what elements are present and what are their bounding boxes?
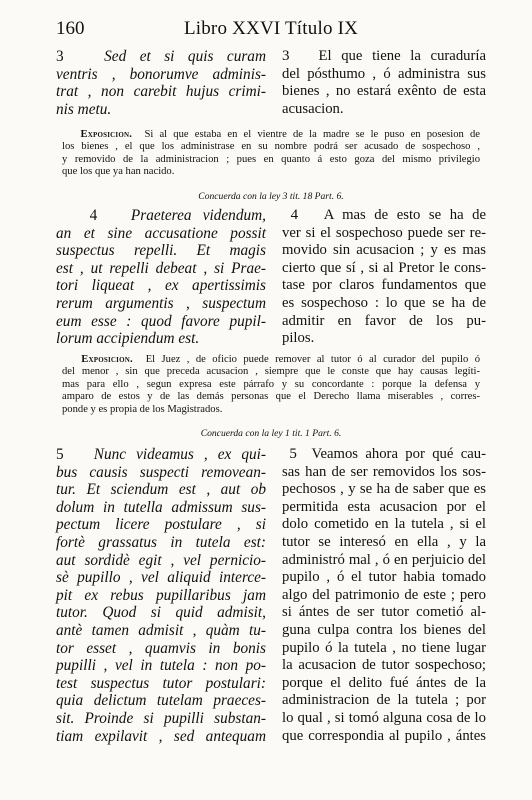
latin-text-4: 4 Praeterea videndum, an et sine accusatione possit suspectus repelli. Et magis est , ut repelli debeat , si Prae- tori liqueat , ex apertissimis rerum argumentis , suspectum eum esse : quod favore pupil- lorum accipiendum est.: [56, 207, 267, 348]
spanish-number-4: 4: [290, 207, 299, 223]
latin-text-5: 5 Nunc videamus , ex qui- bus causis suspecti removean- tur. Et sciendum est , aut ob dolum in tutella admissum sus- pectum licere postulare , si fortè grassatus in tutela est: aut sordidè egit , vel pernicio- sè pupillo , vel aliquid interce- pit ex rebus pupillaribus jam tutor. Quod si quid admisit, antè tamen admisit , quàm tu- tor esset , quamvis in bonis pupilli , vel in tutela : non po- test suspectus tutor postulari: quia delictum tutelam praeces- sit. Proinde si pupilli substan- tiam expilavit , sed antequam: [56, 446, 267, 745]
spanish-text-4: 4 A mas de esto se ha de ver si el sospechoso puede ser re- movido sin acusacion ; y es mas cierto que sí , si al Pretor le cons- tase por claros fundamentos que es sospechoso : lo que se ha de admitir en favor de los pu- pilos.: [282, 207, 487, 347]
section-5: [56, 446, 486, 750]
spanish-text-3: 3 El que tiene la curaduría del pósthumo , ó administra sus bienes , no estará exênto de esta acusacion.: [282, 48, 487, 117]
latin-text-3: 3 Sed et si quis curam ventris , bonorumve adminis- trat , non carebit hujus crimi- nis metu.: [56, 48, 266, 118]
exposition-2: Exposicion. El Juez , de oficio puede remover al tutor ó al curador del pupilo ó del menor , sin que preceda acusacion , siempre que le conste que hay causas legíti- mas para ello , segun expresa este párrafo y su concordante : porque la defensa y amparo de estos y de las demás personas que el Derecho llama miserables , corres- ponde y es propia de los Magistrados.: [62, 354, 481, 415]
latin-number-4: 4: [89, 207, 98, 224]
spanish-text-5: 5 Veamos ahora por qué cau- sas han de ser removidos los sos- pechosos , y se ha de saber que es permitida esta acusacion por el dolo cometido en la tutela , si el tutor se interesó en ella , y la administró mal , ó en perjuicio del pupilo , ó el tutor habia tomado algo del patrimonio de este ; pero si ántes de ser tutor cometió al- guna culpa contra los bienes del pupilo ó la tutela , no tiene lugar la acusacion de tutor sospechoso; porque el delito fué ántes de la administracion de la tutela ; por lo qual , si tomó alguna cosa de lo que correspondia al pupilo , ántes: [282, 446, 487, 744]
exposition-label: Exposicion.: [81, 354, 133, 365]
section-4: [56, 207, 486, 351]
latin-number-3: 3: [56, 48, 64, 65]
concordance-note-1: Concuerda con la ley 3 tit. 18 Part. 6.: [198, 191, 344, 202]
section-3: [56, 48, 486, 122]
running-title: Libro XXVI Título IX: [183, 18, 359, 39]
exposition-1: Exposicion. Si al que estaba en el vientre de la madre se le puso en posesion de los bienes , el que los administrase en su nombre podrá ser acusado de sospechoso , y removido de la administracion ; pues en quanto á esto goza del mismo privilegio que los que ya han nacido.: [62, 129, 480, 178]
exposition-label: Exposicion.: [80, 129, 133, 140]
spanish-number-3: 3: [282, 48, 290, 64]
concordance-note-2: Concuerda con la ley 1 tit. 1 Part. 6.: [200, 428, 342, 439]
spanish-number-5: 5: [289, 446, 297, 462]
running-header: [56, 18, 486, 40]
latin-number-5: 5: [56, 446, 64, 463]
page-number: 160: [56, 18, 85, 39]
